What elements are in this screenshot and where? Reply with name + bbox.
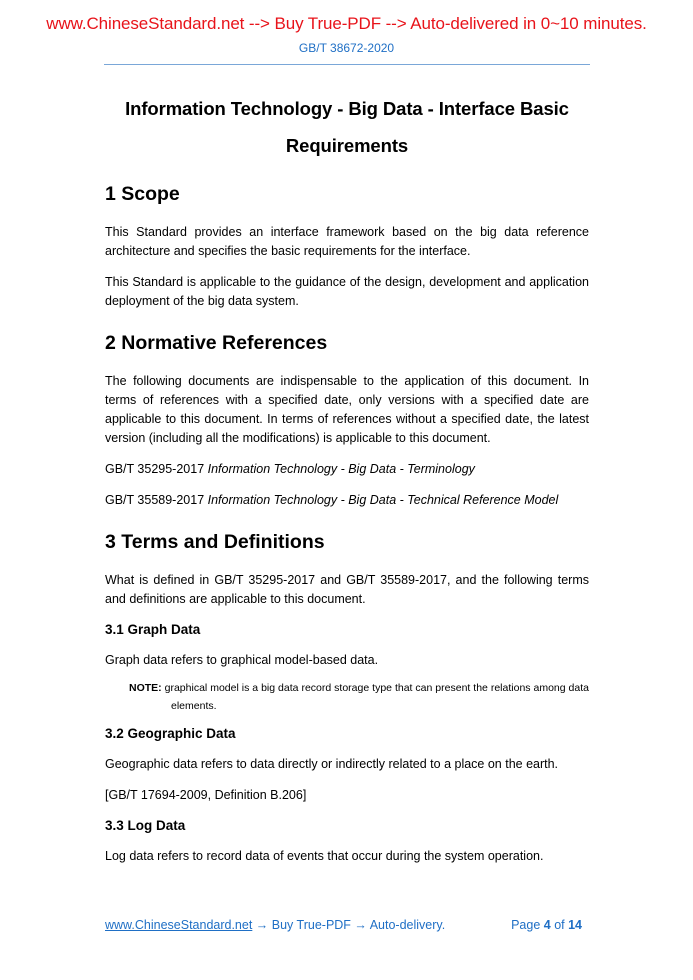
page-number: 4 [543, 918, 551, 932]
note-text: graphical model is a big data record storage type that can present the relations among data elements. [161, 682, 589, 712]
section-scope-heading: 1 Scope [105, 183, 180, 205]
header-divider [104, 64, 590, 65]
footer-tagline: → Buy True-PDF → Auto-delivery. [252, 918, 446, 932]
note-label: NOTE: [129, 682, 162, 694]
terms-paragraph: What is defined in GB/T 35295-2017 and GB/T 35589-2017, and the following terms and definitions are applicable to this document. [105, 573, 589, 606]
term-log-data-definition: Log data refers to record data of events that occur during the system operation. [105, 849, 544, 863]
page-total: 14 [568, 918, 582, 932]
page-of-label: of [550, 918, 569, 932]
section-terms-heading: 3 Terms and Definitions [105, 531, 325, 553]
page-footer [105, 918, 589, 932]
reference-2-code: GB/T 35589-2017 [105, 493, 208, 507]
section-normative-references-heading: 2 Normative References [105, 332, 328, 354]
footer-site-link[interactable]: www.ChineseStandard.net [105, 918, 253, 932]
document-title-line1: Information Technology - Big Data - Interface Basic [125, 98, 569, 119]
document-title-line2: Requirements [285, 135, 409, 156]
scope-paragraph-1: This Standard provides an interface framework based on the big data reference architecture and specifies the basic requirements for the interface. [105, 225, 589, 258]
term-graph-data-definition: Graph data refers to graphical model-based data. [105, 653, 379, 667]
reference-1-code: GB/T 35295-2017 [105, 462, 208, 476]
document-body [105, 90, 589, 866]
page-label: Page [511, 918, 544, 932]
references-paragraph: The following documents are indispensable to the application of this document. In terms of references with a specified date, only versions with a specified date are applicable to this document. In terms of references without a specified date, the latest version (including all the modifications) is applicable to this document. [105, 374, 589, 445]
scope-paragraph-2: This Standard is applicable to the guidance of the design, development and application deployment of the big data system. [105, 275, 589, 308]
reference-2-title: Information Technology - Big Data - Technical Reference Model [207, 493, 559, 507]
term-geographic-data-definition: Geographic data refers to data directly or indirectly related to a place on the earth. [105, 757, 559, 771]
term-geographic-data-source: [GB/T 17694-2009, Definition B.206] [105, 788, 307, 802]
term-graph-data-note [129, 679, 589, 715]
reference-1-title: Information Technology - Big Data - Terminology [207, 462, 475, 476]
term-log-data-heading: 3.3 Log Data [105, 818, 186, 833]
header-banner: www.ChineseStandard.net --> Buy True-PDF --> Auto-delivered in 0~10 minutes. [46, 14, 647, 33]
term-graph-data-heading: 3.1 Graph Data [105, 622, 201, 637]
reference-item-1 [105, 460, 589, 479]
reference-item-2 [105, 491, 589, 510]
standard-code: GB/T 38672-2020 [298, 41, 395, 55]
page-indicator [511, 918, 582, 932]
term-geographic-data-heading: 3.2 Geographic Data [105, 726, 236, 741]
